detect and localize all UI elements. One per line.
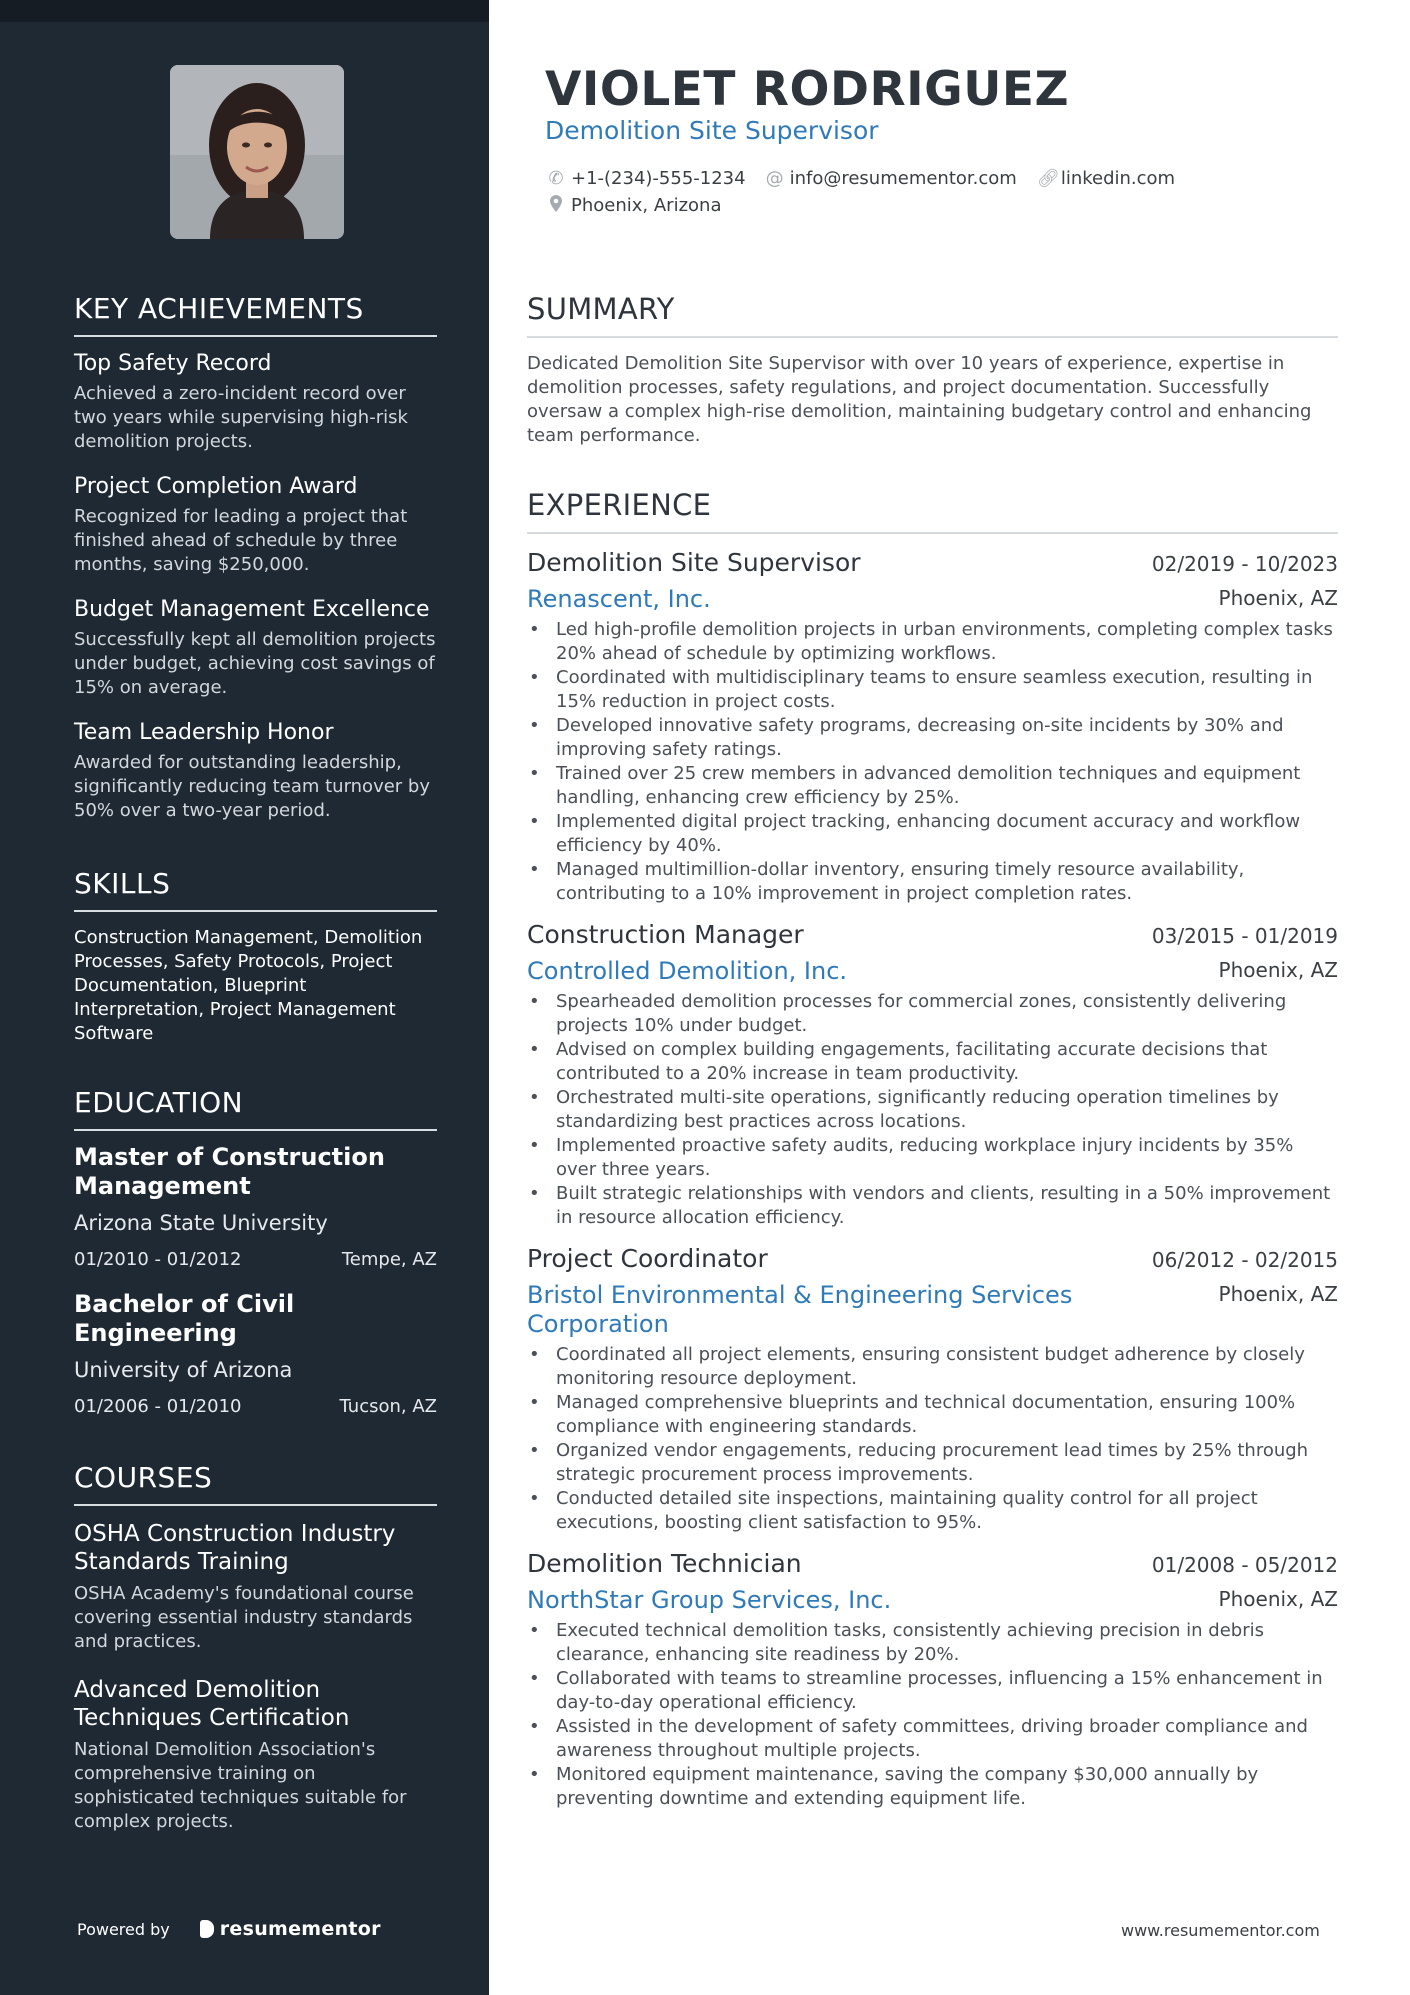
job-bullet: • Advised on complex building engagements, facilitating accurate decisions that contributed to a 20% increase in team productivity. [527,1038,1338,1086]
brand-name: resumementor [219,1918,381,1940]
job-title: Demolition Site Supervisor [527,548,861,577]
course-desc: National Demolition Association's comprehensive training on sophisticated techniques suitable for complex projects. [74,1739,407,1832]
sidebar-top-bar [0,0,489,22]
email-contact[interactable] [766,168,1017,189]
course-title: OSHA Construction Industry Standards Training [74,1521,396,1575]
job-dates: 02/2019 - 10/2023 [1151,552,1338,576]
education-dates: 01/2010 - 01/2012 [74,1249,242,1270]
job-bullet: • Led high-profile demolition projects in urban environments, completing complex tasks 20% ahead of schedule by optimizing workflows. [527,618,1338,666]
job-bullets [527,990,1338,1230]
course-item [74,1520,437,1654]
brand-logo-icon [200,1920,214,1938]
achievements-section [74,292,437,823]
course-item [74,1676,437,1834]
job-entry [527,1549,1338,1811]
job-entry [527,548,1338,906]
job-bullet: • Implemented proactive safety audits, reducing workplace injury incidents by 35% over three years. [527,1134,1338,1182]
achievement-item [74,351,437,454]
footer-url[interactable]: www.resumementor.com [1121,1921,1320,1940]
candidate-name: VIOLET RODRIGUEZ [545,62,1070,117]
company-name: Controlled Demolition, Inc. [527,957,848,985]
job-bullet: • Conducted detailed site inspections, maintaining quality control for all project executions, boosting client satisfaction to 95%. [527,1487,1338,1535]
linkedin-contact[interactable] [1037,168,1175,189]
location-pin-icon [547,195,565,217]
achievement-title: Budget Management Excellence [74,597,430,622]
job-subheader [527,585,1338,614]
job-bullets [527,618,1338,906]
contact-row [547,192,1247,219]
job-location: Phoenix, AZ [1218,1587,1338,1611]
job-header [527,548,1338,577]
location-text: Phoenix, Arizona [571,195,722,216]
job-bullet: • Built strategic relationships with vendors and clients, resulting in a 50% improvement in resource allocation efficiency. [527,1182,1338,1230]
skills-section [74,867,437,1046]
education-item [74,1143,437,1270]
job-bullet: • Managed comprehensive blueprints and technical documentation, ensuring 100% compliance with engineering standards. [527,1391,1338,1439]
job-title: Demolition Technician [527,1549,802,1578]
courses-section [74,1461,437,1834]
company-name: NorthStar Group Services, Inc. [527,1586,892,1614]
course-desc: OSHA Academy's foundational course covering essential industry standards and practices. [74,1583,414,1652]
education-location: Tempe, AZ [341,1249,437,1270]
job-bullet: • Orchestrated multi-site operations, significantly reducing operation timelines by standardizing best practices across locations. [527,1086,1338,1134]
achievement-item [74,474,437,577]
powered-by [77,1918,381,1940]
job-title: Project Coordinator [527,1244,768,1273]
job-bullet: • Coordinated all project elements, ensuring consistent budget adherence by closely monitoring resource deployment. [527,1343,1338,1391]
job-bullet: • Coordinated with multidisciplinary teams to ensure seamless execution, resulting in 15% reduction in project costs. [527,666,1338,714]
achievement-title: Team Leadership Honor [74,720,334,745]
education-school: Arizona State University [74,1211,328,1235]
linkedin-text: linkedin.com [1060,168,1176,189]
job-location: Phoenix, AZ [1218,958,1338,982]
phone-text: +1-(234)-555-1234 [571,168,746,189]
portrait-image [170,65,344,239]
job-location: Phoenix, AZ [1218,1282,1338,1306]
powered-by-label: Powered by [77,1919,170,1939]
education-school: University of Arizona [74,1358,293,1382]
education-dates: 01/2006 - 01/2010 [74,1396,242,1417]
summary-section [527,292,1338,448]
company-name: Renascent, Inc. [527,585,711,613]
job-location: Phoenix, AZ [1218,586,1338,610]
education-section [74,1086,437,1417]
education-item [74,1290,437,1417]
summary-text: Dedicated Demolition Site Supervisor with over 10 years of experience, expertise in demolition processes, safety regulations, and project documentation. Successfully oversaw a complex high-rise demolition, maintaining budgetary control and enhancing team performance. [527,353,1312,446]
job-entry [527,1244,1338,1535]
job-header [527,1244,1338,1273]
job-bullet: • Implemented digital project tracking, enhancing document accuracy and workflow efficiency by 40%. [527,810,1338,858]
contact-row [547,165,1247,192]
at-icon: @ [765,168,784,189]
achievement-desc: Awarded for outstanding leadership, significantly reducing team turnover by 50% over a two-year period. [74,752,431,821]
education-title: EDUCATION [74,1086,437,1131]
course-title: Advanced Demolition Techniques Certification [74,1677,350,1731]
job-bullets [527,1343,1338,1535]
location-contact [547,195,721,217]
achievement-title: Project Completion Award [74,474,358,499]
job-entry [527,920,1338,1230]
profile-photo [170,65,344,239]
education-degree: Bachelor of Civil Engineering [74,1290,295,1347]
education-location: Tucson, AZ [339,1396,437,1417]
job-header [527,1549,1338,1578]
courses-title: COURSES [74,1461,437,1506]
brand-logo[interactable] [200,1918,381,1940]
education-meta [74,1396,437,1417]
skills-list: Construction Management, Demolition Processes, Safety Protocols, Project Documentation, Blueprint Interpretation, Project Management Software [74,927,423,1044]
achievement-desc: Achieved a zero-incident record over two years while supervising high-risk demolition projects. [74,383,408,452]
achievement-item [74,720,437,823]
sidebar [0,0,489,1995]
job-bullet: • Monitored equipment maintenance, saving the company $30,000 annually by preventing downtime and extending equipment life. [527,1763,1338,1811]
job-bullet: • Trained over 25 crew members in advanced demolition techniques and equipment handling, enhancing crew efficiency by 25%. [527,762,1338,810]
email-text: info@resumementor.com [789,168,1017,189]
achievement-desc: Successfully kept all demolition projects under budget, achieving cost savings of 15% on average. [74,629,436,698]
achievement-title: Top Safety Record [74,351,272,376]
job-subheader [527,957,1338,986]
job-dates: 01/2008 - 05/2012 [1151,1553,1338,1577]
education-degree: Master of Construction Management [74,1143,385,1200]
candidate-role: Demolition Site Supervisor [545,116,879,145]
sidebar-content [74,292,437,1856]
achievement-item [74,597,437,700]
job-subheader [527,1281,1338,1339]
education-meta [74,1249,437,1270]
phone-contact[interactable] [547,168,746,189]
job-header [527,920,1338,949]
experience-section [527,488,1338,1825]
job-bullet: • Developed innovative safety programs, decreasing on-site incidents by 30% and improving safety ratings. [527,714,1338,762]
job-subheader [527,1586,1338,1615]
experience-title: EXPERIENCE [527,488,1338,534]
job-bullet: • Organized vendor engagements, reducing procurement lead times by 25% through strategic procurement process improvements. [527,1439,1338,1487]
job-bullet: • Managed multimillion-dollar inventory, ensuring timely resource availability, contributing to a 10% improvement in project completion rates. [527,858,1338,906]
link-icon: 🔗︎ [1036,168,1060,189]
job-dates: 06/2012 - 02/2015 [1151,1248,1338,1272]
contact-info [547,165,1247,219]
company-name: Bristol Environmental & Engineering Services Corporation [527,1281,1073,1338]
achievement-desc: Recognized for leading a project that finished ahead of schedule by three months, saving $250,000. [74,506,408,575]
phone-icon: ✆ [548,168,564,189]
job-bullet: • Collaborated with teams to streamline processes, influencing a 15% enhancement in day-to-day operational efficiency. [527,1667,1338,1715]
job-bullet: • Spearheaded demolition processes for commercial zones, consistently delivering projects 10% under budget. [527,990,1338,1038]
job-dates: 03/2015 - 01/2019 [1151,924,1338,948]
job-bullet: • Assisted in the development of safety committees, driving broader compliance and awareness throughout multiple projects. [527,1715,1338,1763]
skills-title: SKILLS [74,867,437,912]
achievements-title: KEY ACHIEVEMENTS [74,292,437,337]
job-bullet: • Executed technical demolition tasks, consistently achieving precision in debris clearance, enhancing site readiness by 20%. [527,1619,1338,1667]
summary-title: SUMMARY [527,292,1338,338]
job-title: Construction Manager [527,920,804,949]
job-bullets [527,1619,1338,1811]
